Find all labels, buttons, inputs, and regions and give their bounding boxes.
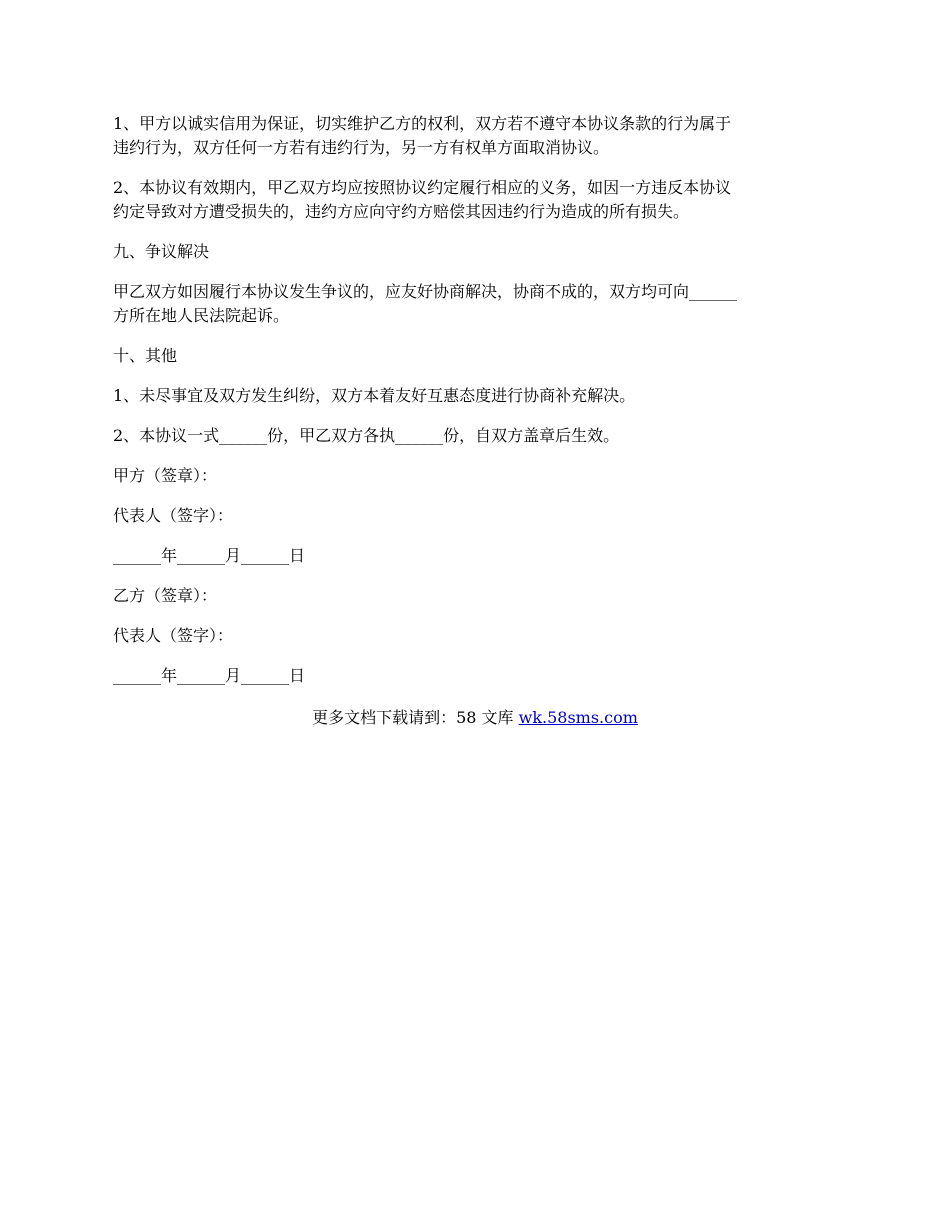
party-b-representative-line xyxy=(113,624,841,648)
document-body xyxy=(113,112,841,704)
text-line: 2、本协议一式______份，甲乙双方各执______份，自双方盖章后生效。 xyxy=(113,426,620,445)
text-line: 甲方（签章）： xyxy=(113,466,218,485)
text-line: 十、其他 xyxy=(113,346,178,365)
text-line: ______年______月______日 xyxy=(113,546,306,565)
clause-paragraph xyxy=(113,384,841,408)
text-line: 违约行为，双方任何一方若有违约行为，另一方有权单方面取消协议。 xyxy=(113,138,610,157)
clause-paragraph xyxy=(113,280,841,328)
clause-paragraph xyxy=(113,112,841,160)
text-line: ______年______月______日 xyxy=(113,666,306,685)
party-a-seal-line xyxy=(113,464,841,488)
text-line: 1、甲方以诚实信用为保证，切实维护乙方的权利，双方若不遵守本协议条款的行为属于 xyxy=(113,114,732,133)
text-line: 代表人（签字）： xyxy=(113,506,234,525)
text-line: 九、争议解决 xyxy=(113,242,210,261)
text-line: 甲乙双方如因履行本协议发生争议的，应友好协商解决，协商不成的，双方均可向______ xyxy=(113,282,738,301)
text-line: 方所在地人民法院起诉。 xyxy=(113,306,290,325)
text-line: 约定导致对方遭受损失的，违约方应向守约方赔偿其因违约行为造成的所有损失。 xyxy=(113,202,690,221)
footer xyxy=(0,706,950,730)
party-b-date-line xyxy=(113,664,841,688)
section-heading xyxy=(113,344,841,368)
section-heading xyxy=(113,240,841,264)
party-a-date-line xyxy=(113,544,841,568)
party-b-seal-line xyxy=(113,584,841,608)
text-line: 1、未尽事宜及双方发生纠纷，双方本着友好互惠态度进行协商补充解决。 xyxy=(113,386,636,405)
clause-paragraph xyxy=(113,176,841,224)
party-a-representative-line xyxy=(113,504,841,528)
text-line: 乙方（签章）： xyxy=(113,586,218,605)
text-line: 代表人（签字）： xyxy=(113,626,234,645)
text-line: 2、本协议有效期内，甲乙双方均应按照协议约定履行相应的义务，如因一方违反本协议 xyxy=(113,178,732,197)
clause-paragraph xyxy=(113,424,841,448)
footer-text: 更多文档下载请到：58 文库 xyxy=(312,708,519,727)
footer-link[interactable]: wk.58sms.com xyxy=(518,708,638,727)
